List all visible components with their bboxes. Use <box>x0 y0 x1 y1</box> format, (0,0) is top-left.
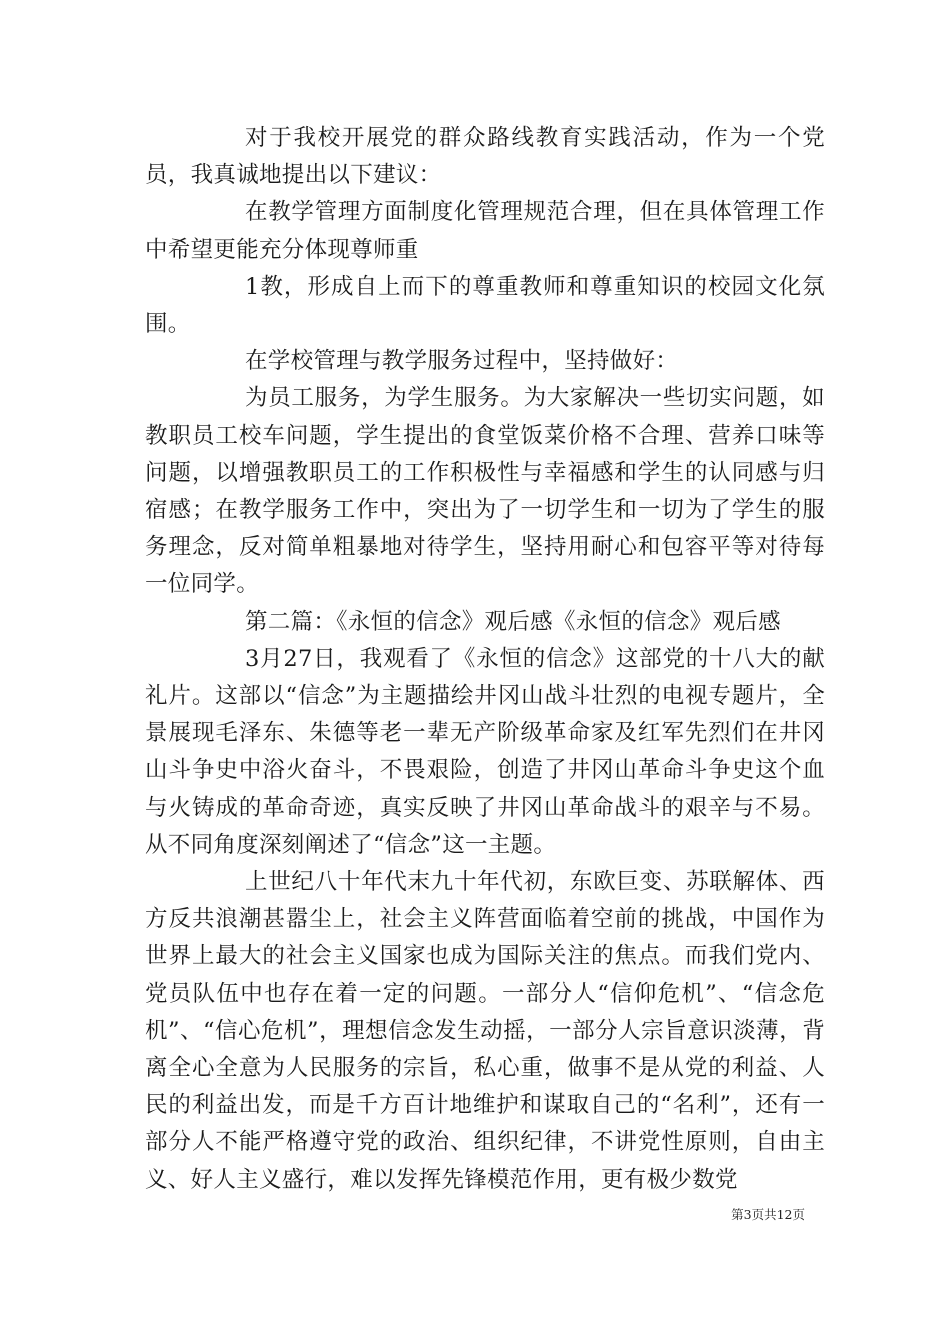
paragraph-4: 在学校管理与教学服务过程中，坚持做好： <box>245 348 679 375</box>
paragraph-6: 3月27日，我观看了《永恒的信念》这部党的十八大的献礼片。这部以“信念”为主题描绘井冈山战斗壮烈的电视专题片，全景展现毛泽东、朱德等老一辈无产阶级革命家及红军先烈们在井冈山斗争史中浴火奋斗，不畏艰险，创造了井冈山革命斗争史这个血与火铸成的革命奇迹，真实反映了井冈山革命战斗的艰辛与不易。从不同角度深刻阐述了“信念”这一主题。 <box>145 645 825 858</box>
page-footer <box>0 1205 950 1225</box>
section-heading: 第二篇：《永恒的信念》观后感《永恒的信念》观后感 <box>245 608 781 635</box>
paragraph-1: 对于我校开展党的群众路线教育实践活动，作为一个党员，我真诚地提出以下建议： <box>145 125 825 189</box>
paragraph-7: 上世纪八十年代末九十年代初，东欧巨变、苏联解体、西方反共浪潮甚嚣尘上，社会主义阵营面临着空前的挑战，中国作为世界上最大的社会主义国家也成为国际关注的焦点。而我们党内、党员队伍中也存在着一定的问题。一部分人“信仰危机”、“信念危机”、“信心危机”，理想信念发生动摇，一部分人宗旨意识淡薄，背离全心全意为人民服务的宗旨，私心重，做事不是从党的利益、人民的利益出发，而是千方百计地维护和谋取自己的“名利”，还有一部分人不能严格遵守党的政治、组织纪律，不讲党性原则，自由主义、好人主义盛行，难以发挥先锋模范作用，更有极少数党 <box>145 869 825 1193</box>
body-text <box>145 120 825 1199</box>
paragraph-3: 1教，形成自上而下的尊重教师和尊重知识的校园文化氛围。 <box>145 273 825 338</box>
page-number: 第3页共12页 <box>731 1207 805 1222</box>
paragraph-5: 为员工服务，为学生服务。为大家解决一些切实问题，如教职员工校车问题，学生提出的食堂饭菜价格不合理、营养口味等问题，以增强教职员工的工作积极性与幸福感和学生的认同感与归宿感；在教学服务工作中，突出为了一切学生和一切为了学生的服务理念，反对简单粗暴地对待学生，坚持用耐心和包容平等对待每一位同学。 <box>145 385 825 598</box>
paragraph-2: 在教学管理方面制度化管理规范合理，但在具体管理工作中希望更能充分体现尊师重 <box>145 199 825 263</box>
